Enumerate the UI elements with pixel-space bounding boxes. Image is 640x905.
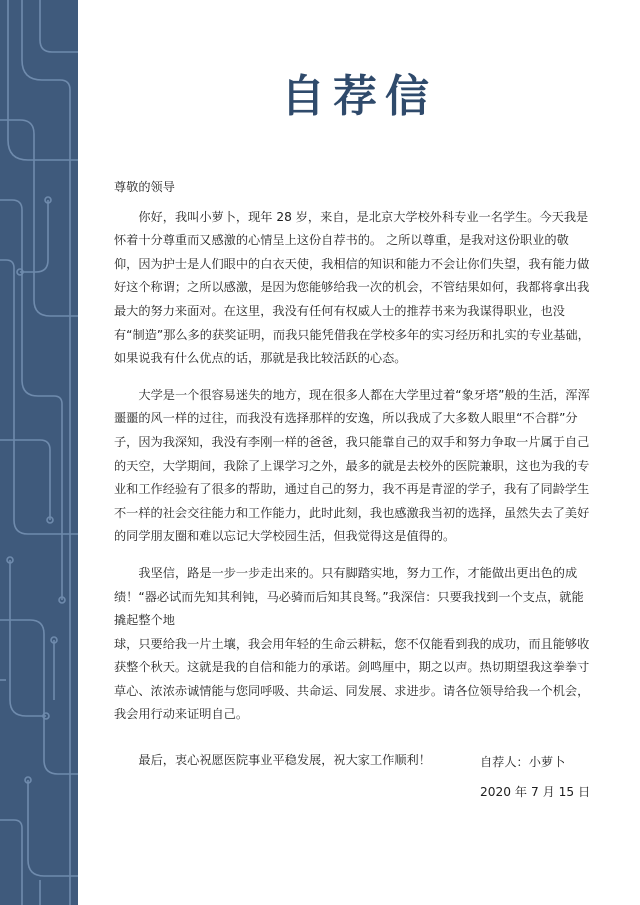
signature: 自荐人：小萝卜 (480, 755, 566, 769)
page-title: 自荐信 (281, 71, 437, 122)
paragraph-belief-continued: 球，只要给我一片土壤，我会用年轻的生命云耕耘，您不仅能看到我的成功，而且能够收获整个秋天。这就是我的自信和能力的承诺。剑鸣厘中，期之以声。热切期望我这拳拳寸草心、浓浓赤诚情能与您同呼吸、共命运、同发展、求进步。请各位领导给我一个机会，我会用行动来证明自己。 (114, 636, 590, 722)
closing-line: 最后，衷心祝愿医院事业平稳发展，祝大家工作顺利！ (138, 753, 431, 768)
greeting: 尊敬的领导 (114, 180, 175, 194)
letter-body (114, 176, 590, 786)
circuit-pattern (0, 0, 78, 905)
paragraph-university: 大学是一个很容易迷失的地方，现在很多人都在大学里过着“象牙塔”般的生活，浑浑噩噩的风一样的过往，而我没有选择那样的安逸，所以我成了大多数人眼里“不合群”分子，因为我深知，我没有李刚一样的爸爸，我只能靠自己的双手和努力争取一片属于自己的天空，大学期间，我除了上课学习之外，最多的就是去校外的医院兼职，这也为我的专业和工作经验有了很多的帮助，通过自己的努力，我不再是青涩的学子，我有了同龄学生不一样的社会交往能力和工作能力，此时此刻，我也感激我当初的选择，虽然失去了美好的同学朋友圈和难以忘记大学校园生活，但我觉得这是值得的。 (114, 387, 590, 544)
paragraph-intro: 你好，我叫小萝卜，现年 28 岁，来自，是北京大学校外科专业一名学生。今天我是怀着十分尊重而又感激的心情呈上这份自荐书的。 之所以尊重，是我对这份职业的敬仰，因为护士是人们眼中的白衣天使，我相信的知识和能力不会让你们失望，我有能力做好这个称谓；之所以感激，是因为您能够给我一次的机会，不管结果如何，我都将拿出我最大的努力来面对。在这里，我没有任何有权威人士的推荐书来为我谋得职业，也没有“制造”那么多的获奖证明，而我只能凭借我在学校多年的实习经历和扎实的专业基础，如果说我有什么优点的话，那就是我比较活跃的心态。 (114, 209, 590, 366)
paragraph-belief: 我坚信，路是一步一步走出来的。只有脚踏实地，努力工作，才能做出更出色的成绩！“器必试而先知其利钝，马必骑而后知其良驽。”我深信：只要我找到一个支点，就能撬起整个地 (114, 565, 584, 628)
decorative-side-band (0, 0, 78, 905)
letter-date: 2020 年 7 月 15 日 (480, 785, 591, 799)
